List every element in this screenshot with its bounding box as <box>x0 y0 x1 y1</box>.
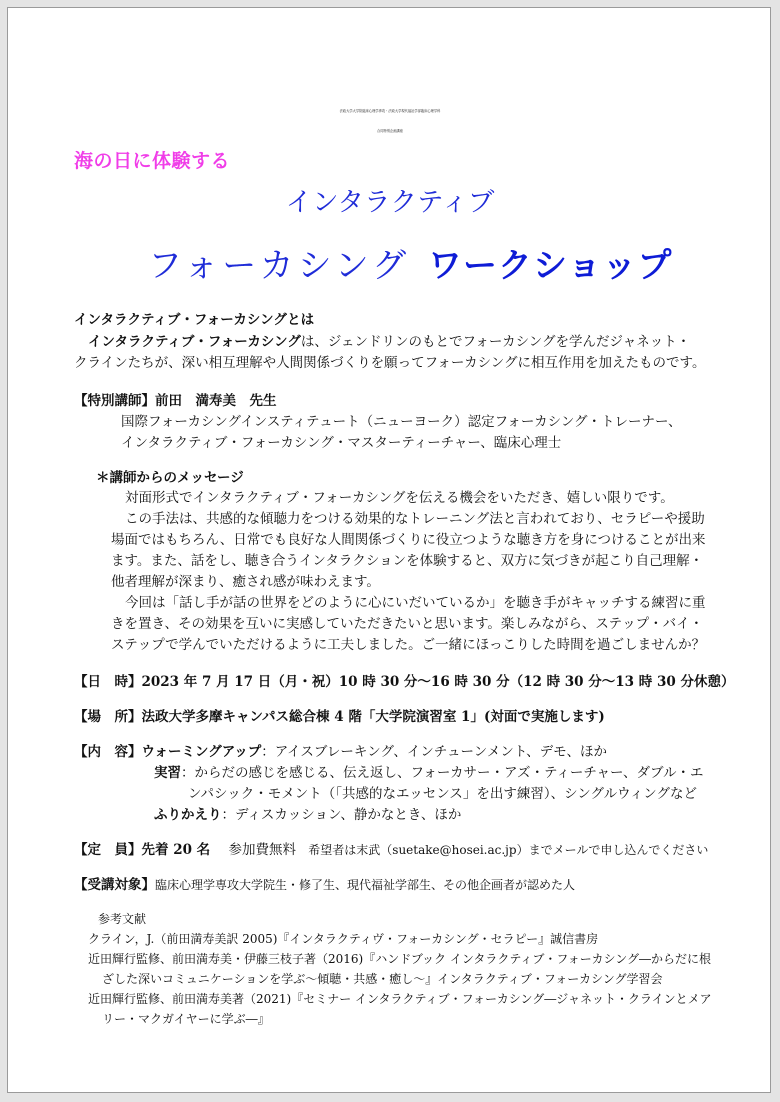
content-row-1 <box>74 742 607 763</box>
message-heading: ＊講師からのメッセージ <box>96 470 244 486</box>
lecturer-name: 前田 満寿美 先生 <box>155 393 277 409</box>
message-line: 他者理解が深まり、癒され感が味わえます。 <box>111 574 380 590</box>
intro-heading: インタラクティブ・フォーカシングとは <box>74 312 315 328</box>
place-value: 法政大学多摩キャンパス総合棟 4 階「大学院演習室 1」(対面で実施します) <box>141 709 605 725</box>
capacity-row <box>74 840 708 861</box>
fee-text: 参加費無料 <box>228 842 296 858</box>
title-workshop: ワークショップ <box>428 246 673 286</box>
reference-item: 近田輝行監修、前田満寿美著（2021)『セミナー インタラクティブ・フォーカシング―ジャネット・クラインとメア <box>88 992 712 1006</box>
content-item-desc: ：アイスブレーキング、インチューンメント、デモ、ほか <box>261 744 607 760</box>
content-item-desc: ：ディスカッション、静かなとき、ほか <box>221 807 462 823</box>
message-line: 対面形式でインタラクティブ・フォーカシングを伝える機会をいただき、嬉しい限りです。 <box>125 490 674 506</box>
capacity-value: 先着 20 名 <box>141 842 211 858</box>
message-line: 場面ではもちろん、日常でも良好な人間関係づくりに役立つような聴き方を身につけることが出来 <box>111 532 706 548</box>
message-line: この手法は、共感的な傾聴力をつける効果的なトレーニング法と言われており、セラピーや援助 <box>125 511 705 527</box>
content-row-3 <box>154 805 461 826</box>
date-row <box>74 672 734 693</box>
title-line-1: インタラクティブ <box>285 187 495 218</box>
reference-item-cont: リー・マクガイヤーに学ぶ―』 <box>102 1012 270 1026</box>
message-line: きを置き、その効果を互いに実感していただきたいと思います。楽しみながら、ステップ・バイ・ <box>111 616 704 632</box>
reference-item-cont: ざした深いコミュニケーションを学ぶ〜傾聴・共感・癒し〜』インタラクティブ・フォーカシング学習会 <box>102 972 663 986</box>
lecturer-role-2: インタラクティブ・フォーカシング・マスターティーチャー、臨床心理士 <box>121 435 562 451</box>
references-heading: 参考文献 <box>98 912 147 926</box>
title-line-2: フォーカシング <box>148 246 411 286</box>
target-value: 臨床心理学専攻大学院生・修了生、現代福祉学部生、その他企画者が認めた人 <box>155 878 576 892</box>
content-label: 【内 容】 <box>74 744 142 760</box>
apply-text: 希望者は末武（suetake@hosei.ac.jp）までメールで申し込んでください <box>308 843 709 857</box>
content-item-name: ふりかえり <box>154 807 222 823</box>
content-item-name: 実習 <box>154 765 181 781</box>
place-row <box>74 707 605 728</box>
capacity-label: 【定 員】 <box>74 842 142 858</box>
intro-term: インタラクティブ・フォーカシング <box>88 334 301 350</box>
content-row-2 <box>154 763 703 784</box>
lecturer-row <box>74 391 277 412</box>
content-row-2-cont: ンパシック・モメント（「共感的なエッセンス」を出す練習）、シングルウィングなど <box>188 786 698 802</box>
message-line: 今回は「話し手が話の世界をどのように心にいだいているか」を聴き手がキャッチする練習に重 <box>125 595 706 611</box>
organizer-line: 法政大学大学院臨床心理学専攻・法政大学現代福祉学部臨床心理学科 <box>339 109 441 113</box>
flyer-page <box>7 7 771 1093</box>
date-label: 【日 時】 <box>74 674 142 690</box>
content-item-name: ウォーミングアップ <box>141 744 262 760</box>
message-line: ステップで学んでいただけるように工夫しました。ご一緒にほっこりした時間を過ごしませんか？ <box>111 637 706 653</box>
intro-line-1-rest: は、ジェンドリンのもとでフォーカシングを学んだジャネット・ <box>300 334 691 350</box>
target-label: 【受講対象】 <box>74 877 155 893</box>
intro-line-2: クラインたちが、深い相互理解や人間関係づくりを願ってフォーカシングに相互作用を加えたものです。 <box>74 355 706 371</box>
intro-line-1 <box>88 332 690 353</box>
lecturer-label: 【特別講師】 <box>74 393 155 409</box>
target-row <box>74 875 575 896</box>
content-item-desc: ：からだの感じを感じる、伝え返し、フォーカサー・アズ・ティーチャー、ダブル・エ <box>181 765 704 781</box>
event-type-line: 合同特別企画講座 <box>377 129 403 133</box>
place-label: 【場 所】 <box>74 709 142 725</box>
date-value: 2023 年 7 月 17 日（月・祝）10 時 30 分〜16 時 30 分（12 時 30 分〜13 時 30 分休憩） <box>141 674 735 690</box>
lecturer-role-1: 国際フォーカシングインスティテュート（ニューヨーク）認定フォーカシング・トレーナー、 <box>121 414 682 430</box>
message-line: ます。また、話をし、聴き合うインタラクションを体験すると、双方に気づきが起こり自己理解・ <box>111 553 704 569</box>
reference-item: 近田輝行監修、前田満寿美・伊藤三枝子著（2016)『ハンドブック インタラクティブ・フォーカシング―からだに根 <box>88 952 712 966</box>
reference-item: クライン，J.（前田満寿美訳 2005)『インタラクティヴ・フォーカシング・セラピー』誠信書房 <box>88 932 599 946</box>
event-subtitle: 海の日に体験する <box>74 150 231 172</box>
